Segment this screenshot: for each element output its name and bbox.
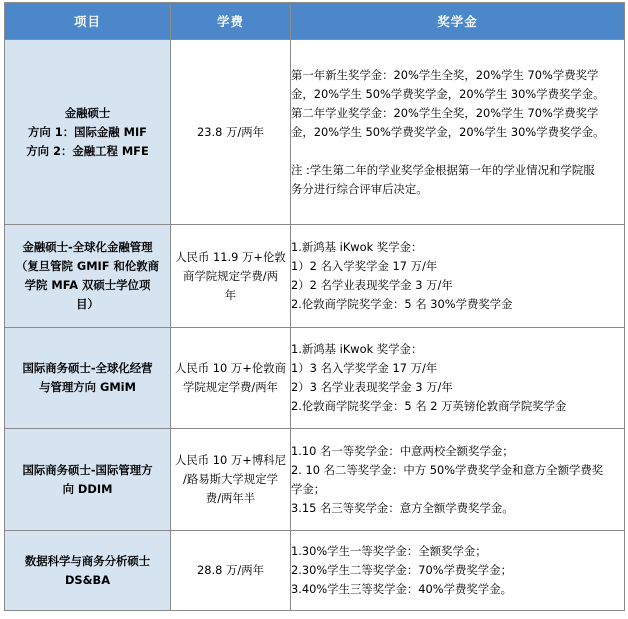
program-name-cell	[5, 225, 171, 328]
fee-line: 人民币 10 万+伦敦商	[174, 361, 286, 375]
award-line: 2. 10 名二等奖学金：中方 50%学费奖学金和意方全额学费奖	[291, 462, 604, 477]
award-line: 1.10 名一等奖学金：中意两校全额奖学金；	[291, 443, 514, 458]
fee-cell	[171, 328, 291, 429]
header-award: 奖学金	[291, 3, 625, 40]
header-fee: 学费	[171, 3, 291, 40]
award-line: 1）2 名入学奖学金 17 万/年	[291, 259, 438, 273]
fee-line: /路易斯大学规定学	[183, 472, 278, 486]
award-line: 2.伦敦商学院奖学金：5 名 2 万英镑伦敦商学院奖学金	[291, 399, 567, 413]
program-name-line: 方向 1：国际金融 MIF	[28, 124, 147, 139]
fee-cell	[171, 531, 291, 611]
program-name-line: 国际商务硕士-全球化经营	[22, 361, 153, 375]
award-line: 1.30%学生一等奖学金：全额奖学金；	[291, 544, 487, 558]
program-name-cell	[5, 328, 171, 429]
fee-line: 费/两年半	[205, 491, 256, 505]
award-line: 1）3 名入学奖学金 17 万/年	[291, 361, 438, 375]
table-row	[5, 40, 625, 225]
program-name-line: 国际商务硕士-国际管理方	[22, 462, 153, 477]
program-name-line: 目）	[76, 297, 99, 311]
award-line: 3.40%学生三等奖学金：40%学费奖学金。	[291, 582, 512, 596]
table-row	[5, 225, 625, 328]
award-line: 注 :学生第二年的学业奖学金根据第一年的学业情况和学院服	[291, 162, 595, 177]
fee-line: 人民币 10 万+博科尼	[174, 453, 286, 467]
fee-line: 年	[224, 287, 237, 302]
table-row	[5, 328, 625, 429]
award-line: 金，20%学生 50%学费奖学金，20%学生 30%学费奖学金。	[291, 124, 605, 139]
award-line: 3.15 名三等奖学金：意方全额学费奖学金。	[291, 500, 514, 515]
award-line: 第一年新生奖学金：20%学生全奖，20%学生 70%学费奖学	[291, 67, 599, 82]
program-name-cell	[5, 40, 171, 225]
program-name-cell	[5, 531, 171, 611]
fee-cell	[171, 40, 291, 225]
award-line: 1.新鸿基 iKwok 奖学金：	[291, 342, 423, 356]
award-line: 学金；	[291, 481, 326, 496]
fee-line: 人民币 11.9 万+伦敦	[175, 249, 286, 264]
header-project: 项目	[5, 3, 171, 40]
award-line: 2.伦敦商学院奖学金：5 名 30%学费奖学金	[291, 297, 513, 311]
fee-line: 28.8 万/两年	[197, 563, 264, 577]
program-name-line: 向 DDIM	[62, 481, 113, 496]
award-line: 金，20%学生 50%学费奖学金，20%学生 30%学费奖学金。	[291, 86, 605, 101]
fee-line: 23.8 万/两年	[197, 124, 264, 139]
award-cell	[291, 531, 625, 611]
program-name-line: 方向 2：金融工程 MFE	[26, 143, 149, 158]
program-name-cell	[5, 429, 171, 531]
program-name-line: 与管理方向 GMiM	[39, 380, 136, 394]
scholarship-table	[4, 2, 625, 611]
program-name-line: 数据科学与商务分析硕士	[24, 553, 151, 568]
program-name-line: 金融硕士-全球化金融管理	[22, 240, 153, 254]
award-line: 务分进行综合评审后决定。	[291, 181, 428, 196]
program-name-line: 金融硕士	[64, 105, 111, 120]
award-cell	[291, 225, 625, 328]
spacer	[291, 142, 624, 161]
header-row	[5, 3, 625, 40]
award-cell	[291, 429, 625, 531]
award-line: 1.新鸿基 iKwok 奖学金：	[291, 240, 423, 254]
program-name-line: DS&BA	[64, 572, 111, 587]
award-line: 2.30%学生二等奖学金：70%学费奖学金；	[291, 563, 512, 577]
fee-cell	[171, 429, 291, 531]
fee-cell	[171, 225, 291, 328]
table-row	[5, 429, 625, 531]
award-line: 2）2 名学业表现奖学金 3 万/年	[291, 278, 453, 292]
award-line: 第二年学业奖学金：20%学生全奖，20%学生 70%学费奖学	[291, 105, 599, 120]
award-cell	[291, 40, 625, 225]
table-row	[5, 531, 625, 611]
program-name-line: （复旦管院 GMIF 和伦敦商	[15, 259, 160, 273]
fee-line: 学院规定学费/两年	[183, 380, 278, 394]
award-cell	[291, 328, 625, 429]
award-line: 2）3 名学业表现奖学金 3 万/年	[291, 380, 453, 394]
program-name-line: 学院 MFA 双硕士学位项	[24, 278, 151, 292]
fee-line: 商学院规定学费/两	[183, 268, 278, 283]
